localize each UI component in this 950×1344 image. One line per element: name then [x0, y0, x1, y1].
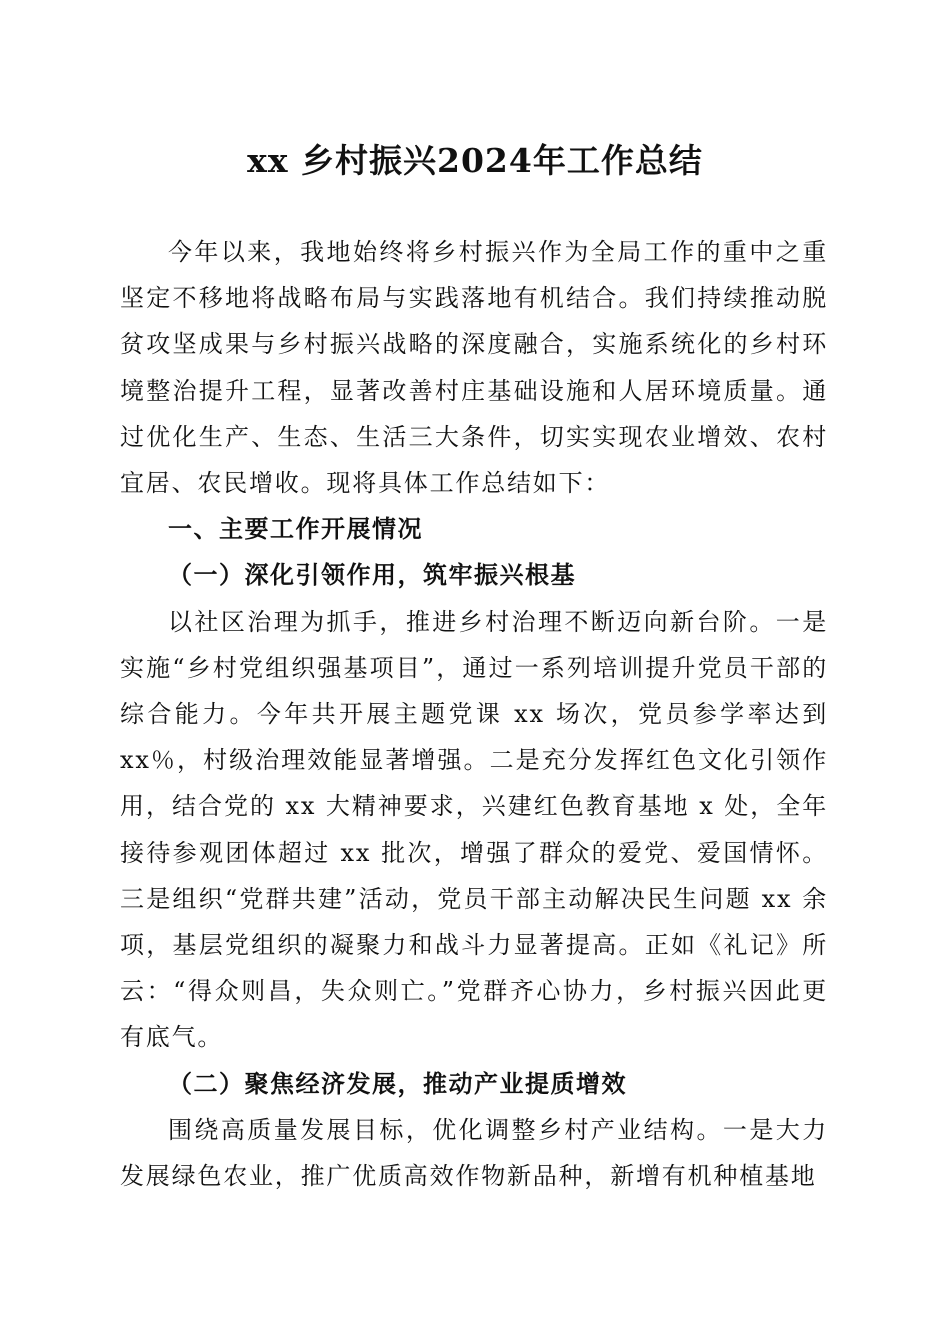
subsection-body-leadership: 以社区治理为抓手，推进乡村治理不断迈向新台阶。一是实施“乡村党组织强基项目”，通过一系列培训提升党员干部的综合能力。今年共开展主题党课 xx 场次，党员参学率达到xx％，村级治理效能显著增强。二是充分发挥红色文化引领作用，结合党的 xx 大精神要求，兴建红色教育基地 x 处，全年接待参观团体超过 xx 批次，增强了群众的爱党、爱国情怀。三是组织“党群共建”活动，党员干部主动解决民生问题 xx 余项，基层党组织的凝聚力和战斗力显著提高。正如《礼记》所云：“得众则昌，失众则亡。”党群齐心协力，乡村振兴因此更有底气。 [120, 607, 828, 1052]
document-body [120, 229, 828, 1199]
subsection-heading-economy: （二）聚焦经济发展，推动产业提质增效 [168, 1068, 627, 1098]
document-title: xx 乡村振兴2024年工作总结 [247, 141, 703, 180]
section-heading-main-work: 一、主要工作开展情况 [168, 515, 423, 544]
intro-paragraph: 今年以来，我地始终将乡村振兴作为全局工作的重中之重坚定不移地将战略布局与实践落地有机结合。我们持续推动脱贫攻坚成果与乡村振兴战略的深度融合，实施系统化的乡村环境整治提升工程，显著改善村庄基础设施和人居环境质量。通过优化生产、生态、生活三大条件，切实实现农业增效、农村宜居、农民增收。现将具体工作总结如下： [120, 238, 828, 498]
subsection-body-economy: 围绕高质量发展目标，优化调整乡村产业结构。一是大力发展绿色农业，推广优质高效作物新品种，新增有机种植基地 [120, 1115, 828, 1191]
subsection-heading-leadership: （一）深化引领作用，筑牢振兴根基 [168, 560, 576, 590]
